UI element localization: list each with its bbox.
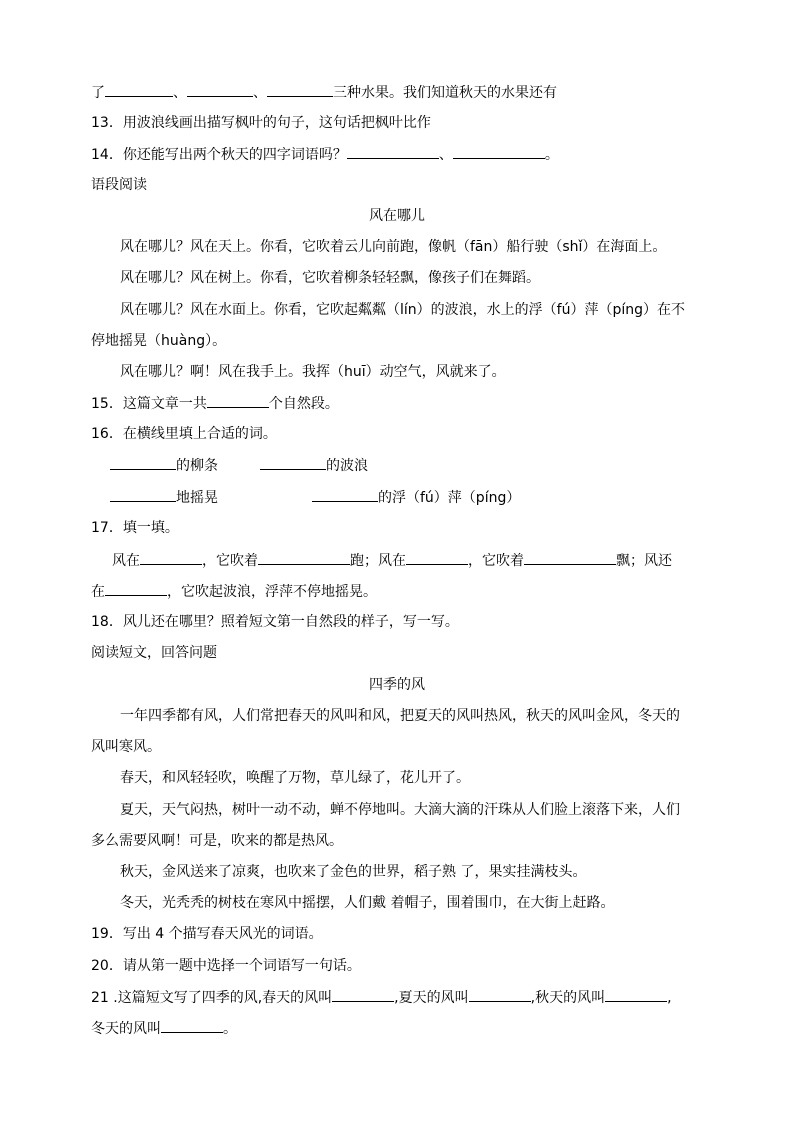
question-18: 18．风儿还在哪里？照着短文第一自然段的样子，写一写。: [91, 614, 459, 630]
line-fruits: [91, 82, 724, 103]
text: ,夏天的风叫: [394, 990, 469, 1006]
question-17: 17．填一填。: [91, 520, 179, 536]
passage-paragraph: 风在哪儿？风在树上。你看，它吹着柳条轻轻飘，像孩子们在舞蹈。: [120, 270, 540, 286]
question-16-row: [110, 487, 724, 508]
text: 个自然段。: [268, 396, 339, 412]
question-16: 16．在横线里填上合适的词。: [91, 426, 277, 442]
answer-blank[interactable]: [161, 1018, 223, 1033]
answer-blank[interactable]: [332, 987, 394, 1002]
text: 地摇晃: [176, 490, 218, 506]
answer-blank[interactable]: [110, 487, 176, 502]
question-13: 13．用波浪线画出描写枫叶的句子，这句话把枫叶比作: [91, 115, 431, 131]
text: 在: [91, 584, 105, 600]
text: 三种水果。我们知道秋天的水果还有: [333, 85, 557, 101]
text: ，它吹起波浪，浮萍不停地摇晃。: [167, 584, 377, 600]
question-21: [91, 987, 724, 1008]
text: ，它吹着: [468, 553, 524, 569]
text: 了: [91, 85, 105, 101]
question-14: [91, 144, 724, 165]
passage-paragraph-cont: 多么需要风啊！可是，吹来的都是热风。: [91, 833, 343, 849]
text: ，它吹着: [202, 553, 258, 569]
text: 。: [544, 147, 559, 163]
passage-paragraph: 秋天，金风送来了凉爽，也吹来了金色的世界，稻子熟 了，果实挂满枝头。: [120, 864, 587, 880]
text: 。: [223, 1021, 237, 1037]
passage-paragraph: 夏天，天气闷热，树叶一动不动，蝉不停地叫。大滴大滴的汗珠从人们脸上滚落下来，人们: [120, 802, 680, 818]
text: 、: [253, 85, 267, 101]
text: 14．你还能写出两个秋天的四字词语吗？: [91, 147, 347, 163]
passage-paragraph: 冬天，光秃秃的树枝在寒风中摇摆，人们戴 着帽子，围着围巾，在大街上赶路。: [120, 895, 615, 911]
passage-paragraph: 风在哪儿？风在天上。你看，它吹着云儿向前跑，像帆（fān）船行驶（shǐ）在海面上。: [120, 239, 667, 255]
passage-paragraph: 风在哪儿？啊！风在我手上。我挥（huī）动空气，风就来了。: [120, 364, 506, 380]
text: 、: [173, 85, 187, 101]
text: 风在: [112, 553, 140, 569]
answer-blank[interactable]: [406, 550, 468, 565]
text: 的浮（fú）萍（píng）: [378, 490, 521, 506]
question-17-row: [112, 550, 724, 571]
passage-paragraph: 春天，和风轻轻吹，唤醒了万物，草儿绿了，花儿开了。: [120, 770, 470, 786]
answer-blank[interactable]: [258, 550, 350, 565]
text: 跑；风在: [350, 553, 406, 569]
answer-blank[interactable]: [605, 987, 667, 1002]
text: 飘；风还: [616, 553, 672, 569]
passage-title: 风在哪儿: [369, 208, 425, 224]
text: 、: [438, 147, 453, 163]
answer-blank[interactable]: [105, 82, 173, 97]
text: 冬天的风叫: [91, 1021, 161, 1037]
question-21-cont: [91, 1018, 724, 1039]
answer-blank[interactable]: [187, 82, 253, 97]
answer-blank[interactable]: [207, 393, 269, 408]
text: 21 .这篇短文写了四季的风,春天的风叫: [91, 990, 333, 1006]
text: ,秋天的风叫: [530, 990, 606, 1006]
passage-paragraph: 一年四季都有风，人们常把春天的风叫和风，把夏天的风叫热风，秋天的风叫金风，冬天的: [120, 708, 680, 724]
answer-blank[interactable]: [524, 550, 616, 565]
section-heading: 阅读短文，回答问题: [91, 645, 217, 661]
text: 的柳条: [176, 458, 218, 474]
question-15: [91, 393, 724, 414]
answer-blank[interactable]: [105, 581, 167, 596]
passage-paragraph-cont: 风叫寒风。: [91, 739, 161, 755]
text: 15．这篇文章一共: [91, 396, 207, 412]
answer-blank[interactable]: [347, 144, 439, 159]
question-17-row: [91, 581, 724, 602]
answer-blank[interactable]: [267, 82, 333, 97]
passage-paragraph: 风在哪儿？风在水面上。你看，它吹起粼粼（lín）的波浪，水上的浮（fú）萍（píng）在不: [120, 302, 685, 318]
question-16-row: [110, 455, 724, 476]
answer-blank[interactable]: [110, 455, 176, 470]
section-heading: 语段阅读: [91, 177, 147, 193]
text: ,: [667, 990, 672, 1006]
answer-blank[interactable]: [469, 987, 531, 1002]
passage-paragraph-cont: 停地摇晃（huàng）。: [91, 333, 227, 349]
text: 的波浪: [326, 458, 368, 474]
question-19: 19．写出 4 个描写春天风光的词语。: [91, 926, 323, 942]
answer-blank[interactable]: [260, 455, 326, 470]
passage-title: 四季的风: [369, 677, 425, 693]
answer-blank[interactable]: [453, 144, 545, 159]
answer-blank[interactable]: [140, 550, 202, 565]
question-20: 20．请从第一题中选择一个词语写一句话。: [91, 958, 361, 974]
answer-blank[interactable]: [312, 487, 378, 502]
